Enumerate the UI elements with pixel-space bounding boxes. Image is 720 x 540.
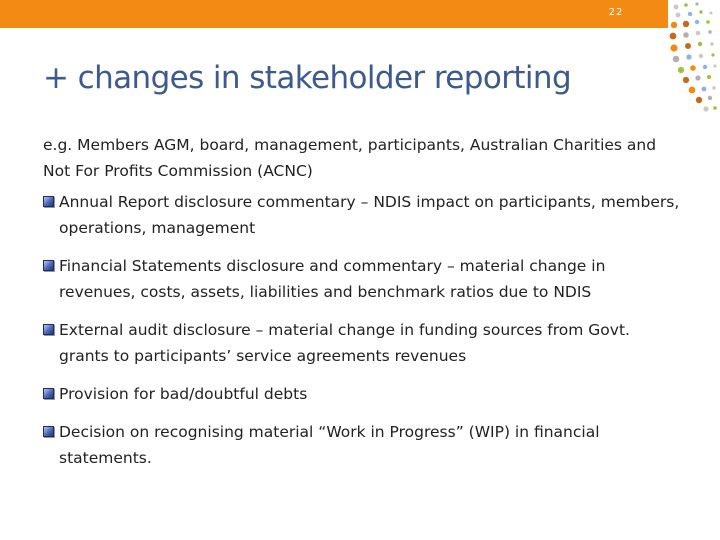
bullet-item <box>43 253 683 305</box>
bullet-item <box>43 381 683 407</box>
slide-title: + changes in stakeholder reporting <box>43 60 572 96</box>
square-bullet-icon <box>43 426 54 437</box>
bullet-item <box>43 317 683 369</box>
bullet-text: External audit disclosure – material change in funding sources from Govt. grants to participants’ service agreements revenues <box>59 321 630 365</box>
bullet-text: Annual Report disclosure commentary – NDIS impact on participants, members, operations, management <box>59 193 680 237</box>
bullet-text: Financial Statements disclosure and commentary – material change in revenues, costs, assets, liabilities and benchmark ratios due to NDIS <box>59 257 606 301</box>
square-bullet-icon <box>43 260 54 271</box>
square-bullet-icon <box>43 388 54 399</box>
bullet-text: Decision on recognising material “Work in Progress” (WIP) in financial statements. <box>59 423 600 467</box>
bullet-text: Provision for bad/doubtful debts <box>59 385 308 403</box>
bullet-item <box>43 419 683 471</box>
top-accent-bar <box>0 0 668 28</box>
square-bullet-icon <box>43 196 54 207</box>
bullet-list <box>43 189 683 471</box>
bullet-item <box>43 189 683 241</box>
slide-number: 22 <box>608 7 624 18</box>
square-bullet-icon <box>43 324 54 335</box>
intro-text: e.g. Members AGM, board, management, participants, Australian Charities and Not For Profits Commission (ACNC) <box>43 136 657 180</box>
